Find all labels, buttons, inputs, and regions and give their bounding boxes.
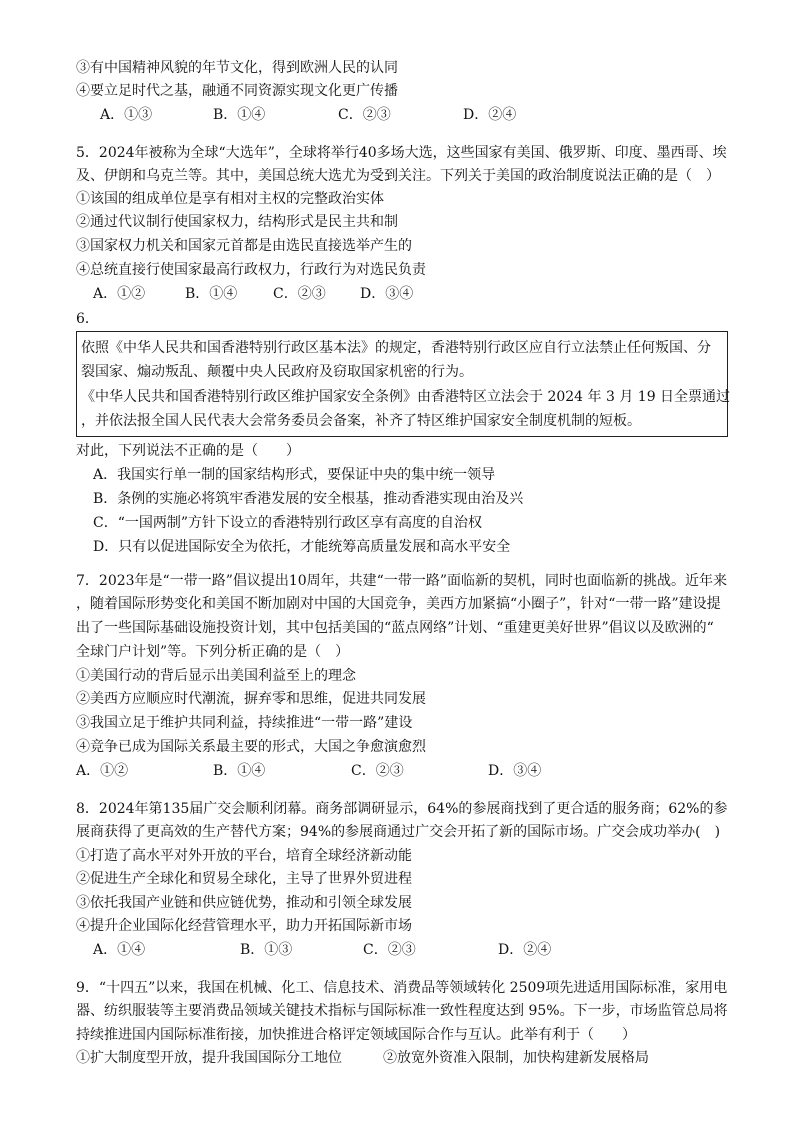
question-stem-line: 器、纺织服装等主要消费品领域关键技术指标与国际标准一致性程度达到 95%。下一步，市场监管总局将 — [76, 1003, 728, 1019]
option-d: D．③④ — [488, 763, 542, 779]
option-d: D．②④ — [498, 942, 552, 958]
statement: ④竞争已成为国际关系最主要的形式，大国之争愈演愈烈 — [76, 739, 426, 755]
option-b: B．①④ — [185, 286, 238, 302]
material-line: ，并依法报全国人民代表大会常务委员会备案，补齐了特区维护国家安全制度机制的短板。 — [81, 413, 641, 429]
option-c: C．“一国两制”方针下设立的香港特别行政区享有高度的自治权 — [93, 515, 483, 531]
statement: ①扩大制度型开放，提升我国国际分工地位 — [76, 1050, 342, 1066]
statement: ③有中国精神风貌的年节文化，得到欧洲人民的认同 — [76, 60, 398, 76]
question-stem-line: 对此，下列说法不正确的是（ ） — [76, 443, 300, 459]
option-d: D．②④ — [463, 107, 517, 123]
question-stem-line: 展商获得了更高效的生产替代方案；94%的参展商通过广交会开拓了新的国际市场。广交会成功举办( ) — [76, 824, 721, 840]
question-stem-line: ，随着国际形势变化和美国不断加剧对中国的大国竞争，美西方加紧搞“小圈子”，针对“一带一路”建设提 — [76, 596, 721, 612]
option-d: D．③④ — [360, 286, 414, 302]
material-line: 《中华人民共和国香港特别行政区维护国家安全条例》由香港特区立法会于 2024 年 3 月 19 日全票通过 — [81, 389, 731, 405]
statement: ②促进生产全球化和贸易全球化，主导了世界外贸进程 — [76, 871, 412, 887]
option-b: B．①③ — [240, 942, 293, 958]
option-a: A．①④ — [93, 942, 146, 958]
option-c: C．②③ — [338, 107, 391, 123]
statement: ②美西方应顺应时代潮流，摒弃零和思维，促进共同发展 — [76, 691, 426, 707]
statement: ④提升企业国际化经营管理水平，助力开拓国际新市场 — [76, 918, 412, 934]
question-number: 6． — [76, 311, 99, 327]
option-b: B．①④ — [213, 763, 266, 779]
statement: ④总统直接行使国家最高行政权力，行政行为对选民负责 — [76, 262, 426, 278]
option-b: B．条例的实施必将筑牢香港发展的安全根基，推动香港实现由治及兴 — [93, 491, 524, 507]
question-stem-line: 持续推进国内国际标准衔接，加快推进合格评定领域国际合作与互认。此举有利于（ ） — [76, 1027, 636, 1043]
statement: ③我国立足于维护共同利益，持续推进“一带一路”建设 — [76, 715, 413, 731]
question-stem-line: 全球门户计划”等。下列分析正确的是（ ） — [76, 644, 350, 660]
option-a: A．我国实行单一制的国家结构形式，要保证中央的集中统一领导 — [93, 467, 496, 483]
question-stem-line: 出了一些国际基础设施投资计划，其中包括美国的“蓝点网络”计划、“重建更美好世界”倡议以及欧洲的“ — [76, 620, 714, 636]
question-stem-line: 9．“十四五”以来，我国在机械、化工、信息技术、消费品等领域转化 2509项先进适用国际标准，家用电 — [76, 980, 728, 996]
option-c: C．②③ — [363, 942, 416, 958]
statement: ②通过代议制行使国家权力，结构形式是民主共和制 — [76, 214, 398, 230]
option-b: B．①④ — [213, 107, 266, 123]
statement: ①该国的组成单位是享有相对主权的完整政治实体 — [76, 191, 384, 207]
option-a: A．①② — [93, 286, 146, 302]
question-stem-line: 及、伊朗和乌克兰等。其中，美国总统大选尤为受到关注。下列关于美国的政治制度说法正确的是（ ） — [76, 168, 720, 184]
statement: ③国家权力机关和国家元首都是由选民直接选举产生的 — [76, 238, 412, 254]
question-stem-line: 5．2024年被称为全球“大选年”，全球将举行40多场大选，这些国家有美国、俄罗斯、印度、墨西哥、埃 — [76, 145, 727, 161]
option-c: C．②③ — [273, 286, 326, 302]
statement: ①美国行动的背后显示出美国利益至上的理念 — [76, 668, 356, 684]
option-a: A．①② — [76, 763, 129, 779]
statement: ③依托我国产业链和供应链优势，推动和引领全球发展 — [76, 895, 412, 911]
material-line: 依照《中华人民共和国香港特别行政区基本法》的规定，香港特别行政区应自行立法禁止任何叛国、分 — [81, 340, 711, 356]
option-d: D．只有以促进国际安全为依托，才能统筹高质量发展和高水平安全 — [93, 539, 511, 555]
statement: ②放宽外资准入限制，加快构建新发展格局 — [383, 1050, 649, 1066]
statement: ④要立足时代之基，融通不同资源实现文化更广传播 — [76, 83, 398, 99]
question-stem-line: 8．2024年第135届广交会顺利闭幕。商务部调研显示，64%的参展商找到了更合适的服务商；62%的参 — [76, 801, 728, 817]
material-line: 裂国家、煽动叛乱、颠覆中央人民政府及窃取国家机密的行为。 — [81, 364, 473, 380]
option-c: C．②③ — [351, 763, 404, 779]
option-a: A．①③ — [100, 107, 153, 123]
question-stem-line: 7．2023年是“一带一路”倡议提出10周年，共建“一带一路”面临新的契机，同时也面临新的挑战。近年来 — [76, 573, 727, 589]
statement: ①打造了高水平对外开放的平台，培育全球经济新动能 — [76, 848, 412, 864]
